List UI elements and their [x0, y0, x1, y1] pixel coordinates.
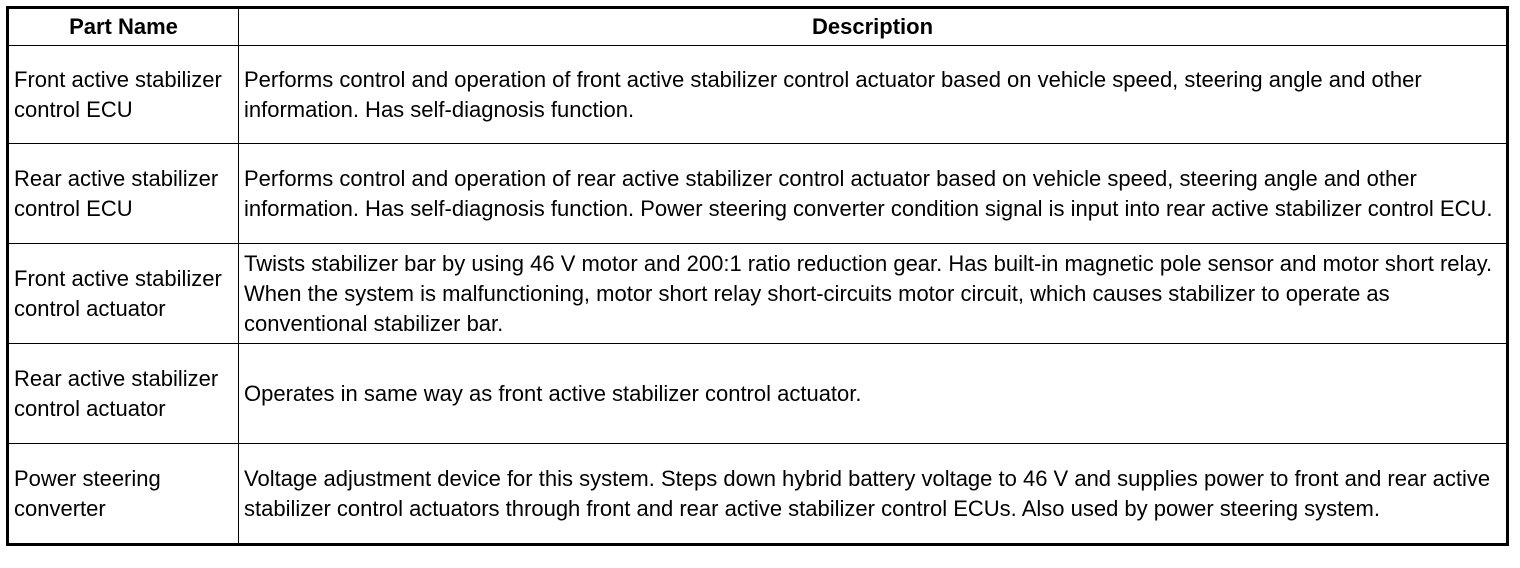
- table-header-row: [8, 8, 1508, 46]
- description-cell: Voltage adjustment device for this system. Steps down hybrid battery voltage to 46 V and supplies power to front and rear active stabilizer control actuators through front and rear active stabilizer control ECUs. Also used by power steering system.: [239, 444, 1508, 545]
- part-name-cell: Rear active stabilizer control actuator: [8, 344, 239, 444]
- description-cell: Performs control and operation of front active stabilizer control actuator based on vehicle speed, steering angle and other information. Has self-diagnosis function.: [239, 46, 1508, 144]
- parts-description-table: [6, 6, 1509, 546]
- header-part-name: Part Name: [8, 8, 239, 46]
- description-cell: Twists stabilizer bar by using 46 V motor and 200:1 ratio reduction gear. Has built-in magnetic pole sensor and motor short relay. When the system is malfunctioning, motor short relay short-circuits motor circuit, which causes stabilizer to operate as conventional stabilizer bar.: [239, 244, 1508, 344]
- header-description: Description: [239, 8, 1508, 46]
- part-name-cell: Power steering converter: [8, 444, 239, 545]
- part-name-cell: Rear active stabilizer control ECU: [8, 144, 239, 244]
- table-row: [8, 144, 1508, 244]
- table-row: [8, 444, 1508, 545]
- parts-table-container: [6, 6, 1506, 546]
- table-row: [8, 46, 1508, 144]
- description-cell: Operates in same way as front active stabilizer control actuator.: [239, 344, 1508, 444]
- description-cell: Performs control and operation of rear active stabilizer control actuator based on vehicle speed, steering angle and other information. Has self-diagnosis function. Power steering converter condition signal is input into rear active stabilizer control ECU.: [239, 144, 1508, 244]
- part-name-cell: Front active stabilizer control actuator: [8, 244, 239, 344]
- table-row: [8, 244, 1508, 344]
- table-row: [8, 344, 1508, 444]
- part-name-cell: Front active stabilizer control ECU: [8, 46, 239, 144]
